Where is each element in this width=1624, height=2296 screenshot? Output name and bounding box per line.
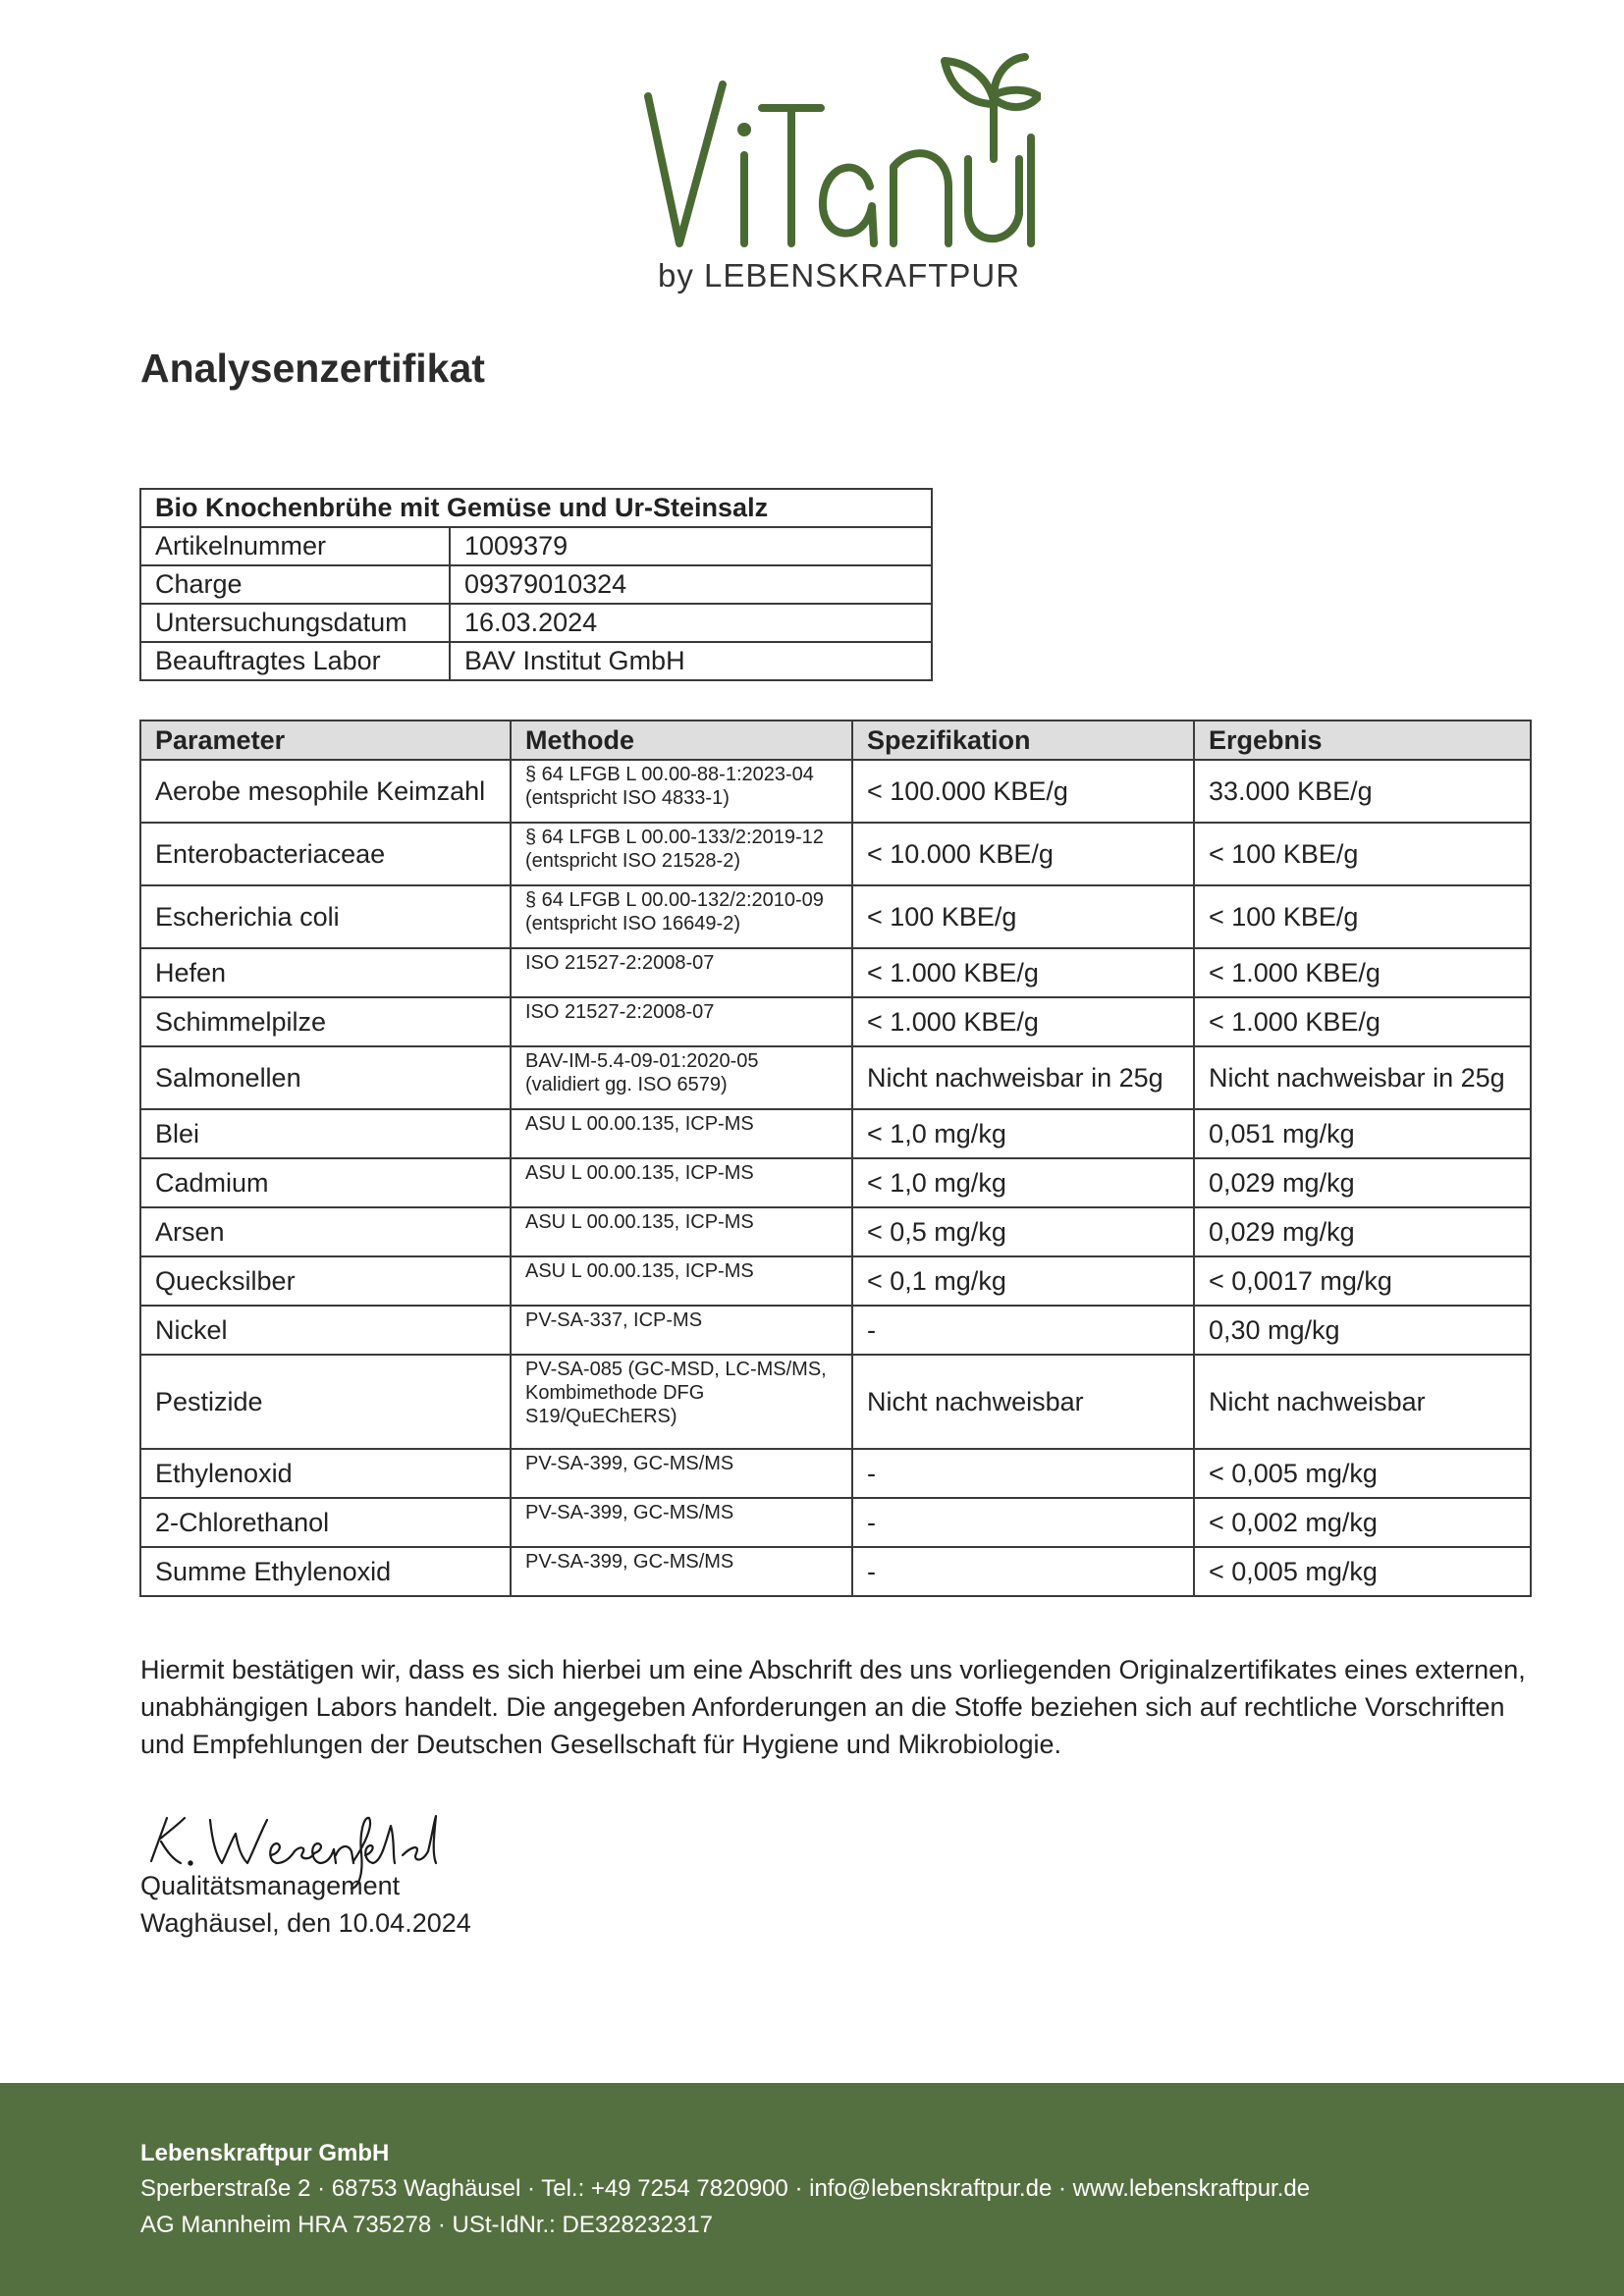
specification-cell: < 1.000 KBE/g [852,948,1194,997]
table-header-row [140,721,1531,760]
test-date-row [140,604,932,642]
batch-row [140,565,932,604]
parameter-cell: Summe Ethylenoxid [140,1547,511,1596]
method-cell: PV-SA-399, GC-MS/MS [511,1547,852,1596]
method-cell: § 64 LFGB L 00.00-133/2:2019-12 (entspricht ISO 21528-2) [511,823,852,885]
specification-cell: < 10.000 KBE/g [852,823,1194,885]
product-info-table [139,488,933,681]
specification-cell: - [852,1547,1194,1596]
result-cell: 0,30 mg/kg [1194,1306,1531,1355]
table-row [140,760,1531,823]
method-cell: ISO 21527-2:2008-07 [511,997,852,1046]
parameter-cell: Ethylenoxid [140,1449,511,1498]
info-value: BAV Institut GmbH [450,642,932,680]
method-cell: ASU L 00.00.135, ICP-MS [511,1158,852,1207]
result-cell: < 1.000 KBE/g [1194,948,1531,997]
specification-cell: < 1,0 mg/kg [852,1109,1194,1158]
info-label: Beauftragtes Labor [140,642,450,680]
result-cell: < 1.000 KBE/g [1194,997,1531,1046]
info-value: 1009379 [450,527,932,565]
info-label: Artikelnummer [140,527,450,565]
result-cell: 0,029 mg/kg [1194,1158,1531,1207]
info-value: 16.03.2024 [450,604,932,642]
parameter-cell: Escherichia coli [140,885,511,948]
parameter-cell: Quecksilber [140,1256,511,1306]
method-cell: ASU L 00.00.135, ICP-MS [511,1109,852,1158]
article-number-row [140,527,932,565]
column-header-parameter: Parameter [140,721,511,760]
table-row [140,823,1531,885]
result-cell: 0,029 mg/kg [1194,1207,1531,1256]
result-cell: < 100 KBE/g [1194,823,1531,885]
result-cell: < 0,005 mg/kg [1194,1547,1531,1596]
table-row [140,1498,1531,1547]
specification-cell: Nicht nachweisbar [852,1355,1194,1449]
specification-cell: - [852,1449,1194,1498]
footer-company: Lebenskraftpur GmbH [140,2140,390,2166]
column-header-method: Methode [511,721,852,760]
method-cell: ISO 21527-2:2008-07 [511,948,852,997]
parameter-cell: Enterobacteriaceae [140,823,511,885]
table-row [140,1109,1531,1158]
method-cell: § 64 LFGB L 00.00-88-1:2023-04 (entspricht ISO 4833-1) [511,760,852,823]
table-row [140,885,1531,948]
footer-register: AG Mannheim HRA 735278 · USt-IdNr.: DE328232317 [140,2212,713,2238]
signatory-role: Qualitätsmanagement [140,1871,401,1900]
table-row [140,1449,1531,1498]
footer-bar [0,2083,1624,2296]
product-name-row [140,489,932,527]
result-cell: < 0,0017 mg/kg [1194,1256,1531,1306]
parameter-cell: Arsen [140,1207,511,1256]
table-row [140,1306,1531,1355]
info-value: 09379010324 [450,565,932,604]
method-cell: ASU L 00.00.135, ICP-MS [511,1207,852,1256]
result-cell: Nicht nachweisbar [1194,1355,1531,1449]
specification-cell: - [852,1306,1194,1355]
result-cell: 33.000 KBE/g [1194,760,1531,823]
table-row [140,1256,1531,1306]
info-label: Charge [140,565,450,604]
table-row [140,948,1531,997]
specification-cell: < 100 KBE/g [852,885,1194,948]
result-cell: < 100 KBE/g [1194,885,1531,948]
parameter-cell: Pestizide [140,1355,511,1449]
table-row [140,1046,1531,1109]
footer-address: Sperberstraße 2 · 68753 Waghäusel · Tel.: +49 7254 7820900 · info@lebenskraftpur.de · www.lebenskraftpur.de [140,2175,1311,2202]
result-cell: < 0,002 mg/kg [1194,1498,1531,1547]
analysis-results-table [139,720,1532,1597]
method-cell: PV-SA-085 (GC-MSD, LC-MS/MS, Kombimethode DFG S19/QuEChERS) [511,1355,852,1449]
table-row [140,1207,1531,1256]
parameter-cell: 2-Chlorethanol [140,1498,511,1547]
parameter-cell: Nickel [140,1306,511,1355]
specification-cell: < 1.000 KBE/g [852,997,1194,1046]
table-row [140,1355,1531,1449]
method-cell: PV-SA-337, ICP-MS [511,1306,852,1355]
parameter-cell: Blei [140,1109,511,1158]
parameter-cell: Aerobe mesophile Keimzahl [140,760,511,823]
specification-cell: < 1,0 mg/kg [852,1158,1194,1207]
method-cell: ASU L 00.00.135, ICP-MS [511,1256,852,1306]
brand-logo [628,39,1041,304]
result-cell: < 0,005 mg/kg [1194,1449,1531,1498]
logo-byline: by LEBENSKRAFTPUR [658,257,1021,294]
product-name: Bio Knochenbrühe mit Gemüse und Ur-Steinsalz [140,489,932,527]
method-cell: PV-SA-399, GC-MS/MS [511,1449,852,1498]
table-row [140,1158,1531,1207]
parameter-cell: Schimmelpilze [140,997,511,1046]
table-row [140,997,1531,1046]
specification-cell: < 0,5 mg/kg [852,1207,1194,1256]
specification-cell: Nicht nachweisbar in 25g [852,1046,1194,1109]
place-and-date: Waghäusel, den 10.04.2024 [140,1908,471,1938]
info-label: Untersuchungsdatum [140,604,450,642]
result-cell: Nicht nachweisbar in 25g [1194,1046,1531,1109]
method-cell: § 64 LFGB L 00.00-132/2:2010-09 (entspricht ISO 16649-2) [511,885,852,948]
method-cell: PV-SA-399, GC-MS/MS [511,1498,852,1547]
method-cell: BAV-IM-5.4-09-01:2020-05 (validiert gg. ISO 6579) [511,1046,852,1109]
document-title: Analysenzertifikat [140,346,485,391]
parameter-cell: Cadmium [140,1158,511,1207]
result-cell: 0,051 mg/kg [1194,1109,1531,1158]
column-header-specification: Spezifikation [852,721,1194,760]
specification-cell: < 0,1 mg/kg [852,1256,1194,1306]
parameter-cell: Salmonellen [140,1046,511,1109]
lab-row [140,642,932,680]
certification-statement: Hiermit bestätigen wir, dass es sich hierbei um eine Abschrift des uns vorliegenden Originalzertifikates eines externen, unabhängigen Labors handelt. Die angegeben Anforderungen an die Stoffe beziehen sich auf rechtliche Vorschriften und Empfehlungen der Deutschen Gesellschaft für Hygiene und Mikrobiologie. [140,1655,1526,1759]
table-row [140,1547,1531,1596]
specification-cell: < 100.000 KBE/g [852,760,1194,823]
parameter-cell: Hefen [140,948,511,997]
column-header-result: Ergebnis [1194,721,1531,760]
specification-cell: - [852,1498,1194,1547]
